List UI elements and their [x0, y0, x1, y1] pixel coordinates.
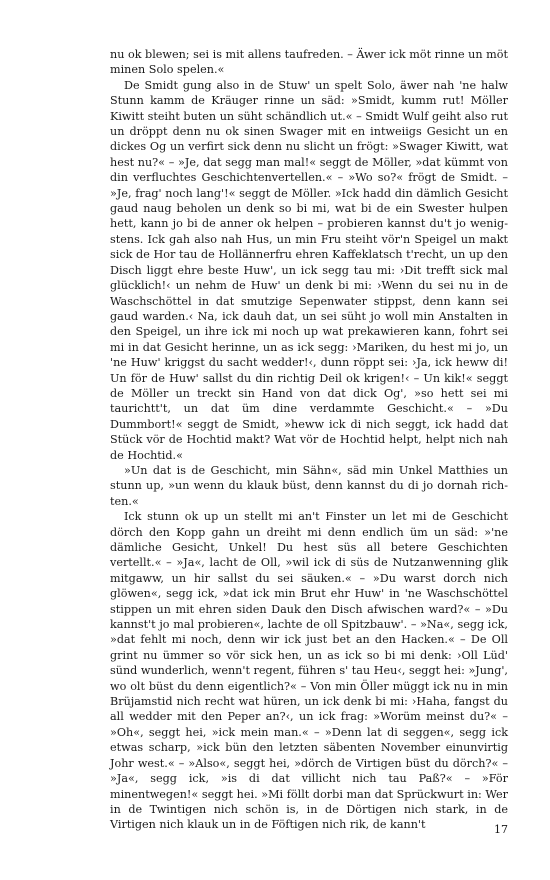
paragraph-2: De Smidt gung also in de Stuw' un spelt Solo, äwer nah 'ne halw Stunn kamm de Kräuger rinne un säd: »Smidt, kumm rut! Möller Kiwitt steiht buten un süht schändlich ut.« – Smidt Wulf geiht also rut un dröppt denn nu ok sinen Swager mit en intweiigs Gesicht un en dickes Og un verfirt sick denn nu slicht un frögt: »Swager Kiwitt, wat hest nu?« – »Je, dat segg man mal!« seggt de Möller, »dat kümmt von din verfluchtes Geschichtenvertellen.« – »Wo so?« frögt de Smidt. – »Je, frag' noch lang'!« seggt de Möller. »Ick hadd din dämlich Gesicht gaud naug beholen un denk so bi mi, wat bi de ein Swester hulpen hett, kann jo bi de anner ok helpen – probieren kannst du't jo wenigstens. Ick gah also nah Hus, un min Fru steiht vör'n Speigel un makt sick de Hor tau de Hollännerfru ehren Kaffeklatsch t'recht, un up den Disch liggt ehre beste Huw', un ick segg tau mi: ›Dit trefft sick mal glücklich!‹ un nehm de Huw' un denk bi mi: ›Wenn du sei nu in de Waschschöttel in dat smutzige Sepenwater stippst, denn kann sei gaud warden.‹ Na, ick dauh dat, un sei süht jo woll min Anstalten in den Speigel, un ihre ick mi noch up wat prekawieren kann, fohrt sei mi in dat Gesicht herinne, un as ick segg: ›Mariken, du hest mi jo, un 'ne Huw' kriggst du sacht wedder!‹, dunn röppt sei: ›Ja, ick heww di! Un för de Huw' sallst du din richtig Deil ok krigen!‹ – Un kik!« seggt de Möller un treckt sin Hand von dat dick Og', »so hett sei mi taurichtt't, un dat üm dine verdammte Geschicht.« – »Du Dummbort!« seggt de Smidt, »heww ick di nich seggt, ick hadd dat Stück vör de Hochtid makt? Wat vör de Hochtid helpt, helpt nich nah de Hochtid.« — [110, 78, 508, 462]
paragraph-4: Ick stunn ok up un stellt mi an't Finster un let mi de Geschicht dörch den Kopp gahn un dreiht mi denn endlich üm un säd: »'ne dämliche Gesicht, Unkel! Du hest süs all betere Geschichten vertellt.« – »Ja«, lacht de Oll, »wil ick di süs de Nutzanwenning glik mitgaww, un hir sallst du sei säuken.« – »Du warst dorch nich glöwen«, segg ick, »dat ick min Brut ehr Huw' in 'ne Waschschöttel stippen un mit ehren siden Dauk den Disch afwischen ward?« – »Du kannst't jo mal probieren«, lachte de oll Spitzbauw'. – »Na«, segg ick, »dat fehlt mi noch, denn wir ick just bet an den Hacken.« – De Oll grint nu ümmer so vör sick hen, un as ick so bi mi denk: ›Oll Lüd' sünd wunderlich, wenn't regent, führen s' tau Heu‹, seggt hei: »Jung', wo olt büst du denn eigentlich?« – Von min Öller müggt ick nu in min Brüjamstid nich recht wat hüren, un ick denk bi mi: ›Haha, fangst du all wedder mit den Peper an?‹, un ick frag: »Worüm meinst du?« – »Oh«, seggt hei, »ick mein man.« – »Denn lat di seggen«, segg ick etwas scharp, »ick bün den letzten säbenten November einunvirtig Johr west.« – »Also«, seggt hei, »dörch de Virtigen büst du dörch?« – »Ja«, segg ick, »is di dat villicht nich tau Paß?« – »För minentwegen!« seggt hei. »Mi föllt dorbi man dat Sprückwurt in: Wer in de Twintigen nich schön is, in de Dörtigen nich stark, in de Virtigen nich klauk un in de Föftigen nich rik, de kann't — [110, 510, 508, 832]
paragraph-3: »Un dat is de Geschicht, min Sähn«, säd min Unkel Matthies un stunn up, »un wenn du klauk büst, denn kannst du di jo dornah richten.« — [110, 463, 508, 508]
body-text — [110, 47, 508, 833]
page-number: 17 — [494, 823, 508, 836]
paragraph-1: nu ok blewen; sei is mit allens taufreden. – Äwer ick möt rinne un möt minen Solo spelen.« — [110, 48, 508, 77]
